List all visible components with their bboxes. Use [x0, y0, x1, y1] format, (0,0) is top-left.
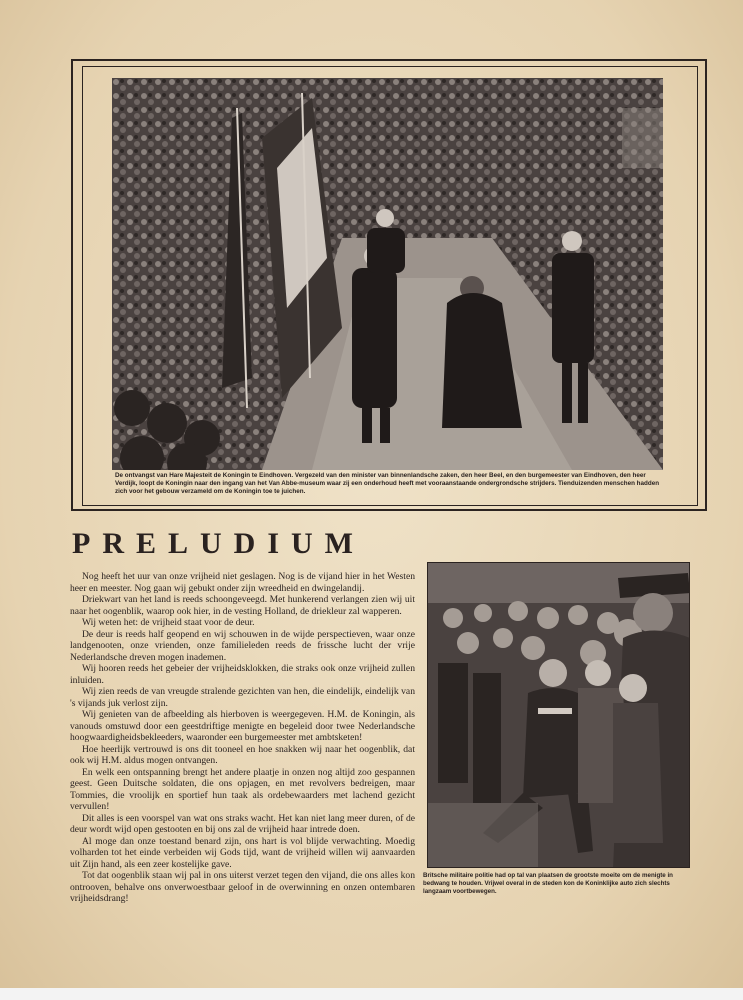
paragraph: Wij weten het: de vrijheid staat voor de deur. — [82, 617, 255, 628]
top-photo-caption: De ontvangst van Hare Majesteit de Koningin te Eindhoven. Vergezeld van den minister van binnenlandsche zaken, den heer Beel, en den burgemeester van Eindhoven, den heer Verdijk, loopt de Koningin naar den ingang van het Van Abbe-museum waar zij een onderhoud heeft met vooraanstaande ondergrondsche strijders. Tienduizenden menschen hadden zich voor het gebouw verzameld om de Koningin toe te juichen. — [115, 472, 660, 495]
crowd-scene-illustration — [112, 78, 663, 470]
queen-reception-photo — [112, 78, 663, 470]
paragraph: Wij hooren reeds het gebeier der vrijheidsklokken, die straks ook onze vrijheid zullen inluiden. — [70, 663, 415, 686]
right-photo-caption: Britsche militaire politie had op tal van plaatsen de grootste moeite om de menigte in bedwang te houden. Vrijwel overal in de steden kon de Koninklijke auto zich slechts langzaam voortbewegen. — [423, 872, 673, 896]
paragraph: Hoe heerlijk vertrouwd is ons dit tooneel en hoe snakken wij naar het oogenblik, dat ook wij H.M. aldus mogen ontvangen. — [70, 743, 415, 766]
paragraph: Driekwart van het land is reeds schoongeveegd. Met hunkerend verlangen zien wij uit naar het oogenblik, waarop ook hier, in de vesting Holland, de driekleur zal wapperen. — [70, 594, 415, 617]
article-body — [70, 571, 415, 916]
paragraph: Nog heeft het uur van onze vrijheid niet geslagen. Nog is de vijand hier in het Westen heer en meester. Nog gaan wij gebukt onder zijn wreedheid en dwingelandij. — [70, 571, 415, 594]
military-police-photo — [427, 562, 690, 868]
scan-border — [0, 988, 743, 1000]
paragraph: Wij genieten van de afbeelding als hierboven is weergegeven. H.M. de Koningin, als vanouds omstuwd door een geestdriftige menigte en begeleid door twee Nederlandsche hoogwaardigheidsbekleeders, waaronder een burgemeester met ambtsketen! — [70, 709, 415, 743]
paragraph: En welk een ontspanning brengt het andere plaatje in onzen nog altijd zoo gespannen geest. Geen Duitsche soldaten, die ons opjagen, en met revolvers bedreigen, maar Tommies, die vroolijk en sportief hun taak als ordebewaarders met lachend gezicht vervullen! — [70, 766, 415, 812]
paragraph: Al moge dan onze toestand benard zijn, ons hart is vol blijde verwachting. Moedig volharden tot het einde verbeiden wij Gods tijd, want de vrijheid willen wij aanvaarden uit Zijn hand, als een zeer kostelijke gave. — [70, 835, 415, 870]
paragraph: Wij zien reeds de van vreugde stralende gezichten van hen, die eindelijk, eindelijk van 's vijands juk verlost zijn. — [70, 686, 415, 709]
article-title: PRELUDIUM — [72, 527, 365, 560]
paragraph: Dit alles is een voorspel van wat ons straks wacht. Het kan niet lang meer duren, of de deur wordt wijd open gestooten en bij ons zal de vrijheid haar intrede doen. — [70, 812, 415, 835]
crowd-closeup-illustration — [428, 563, 690, 868]
paragraph: De deur is reeds half geopend en wij schouwen in de wijde perspectieven, waar onze landgenooten, onze vrienden, onze familieleden reeds de frissche lucht der vrije Nederlandsche dreven mogen inademen. — [70, 628, 415, 663]
paragraph: Tot dat oogenblik staan wij pal in ons uiterst verzet tegen den vijand, die ons alles kon ontrooven, behalve ons onverwoestbaar geloof in de overwinning en onzen ontembaren vrijheidsdrang! — [70, 870, 415, 904]
